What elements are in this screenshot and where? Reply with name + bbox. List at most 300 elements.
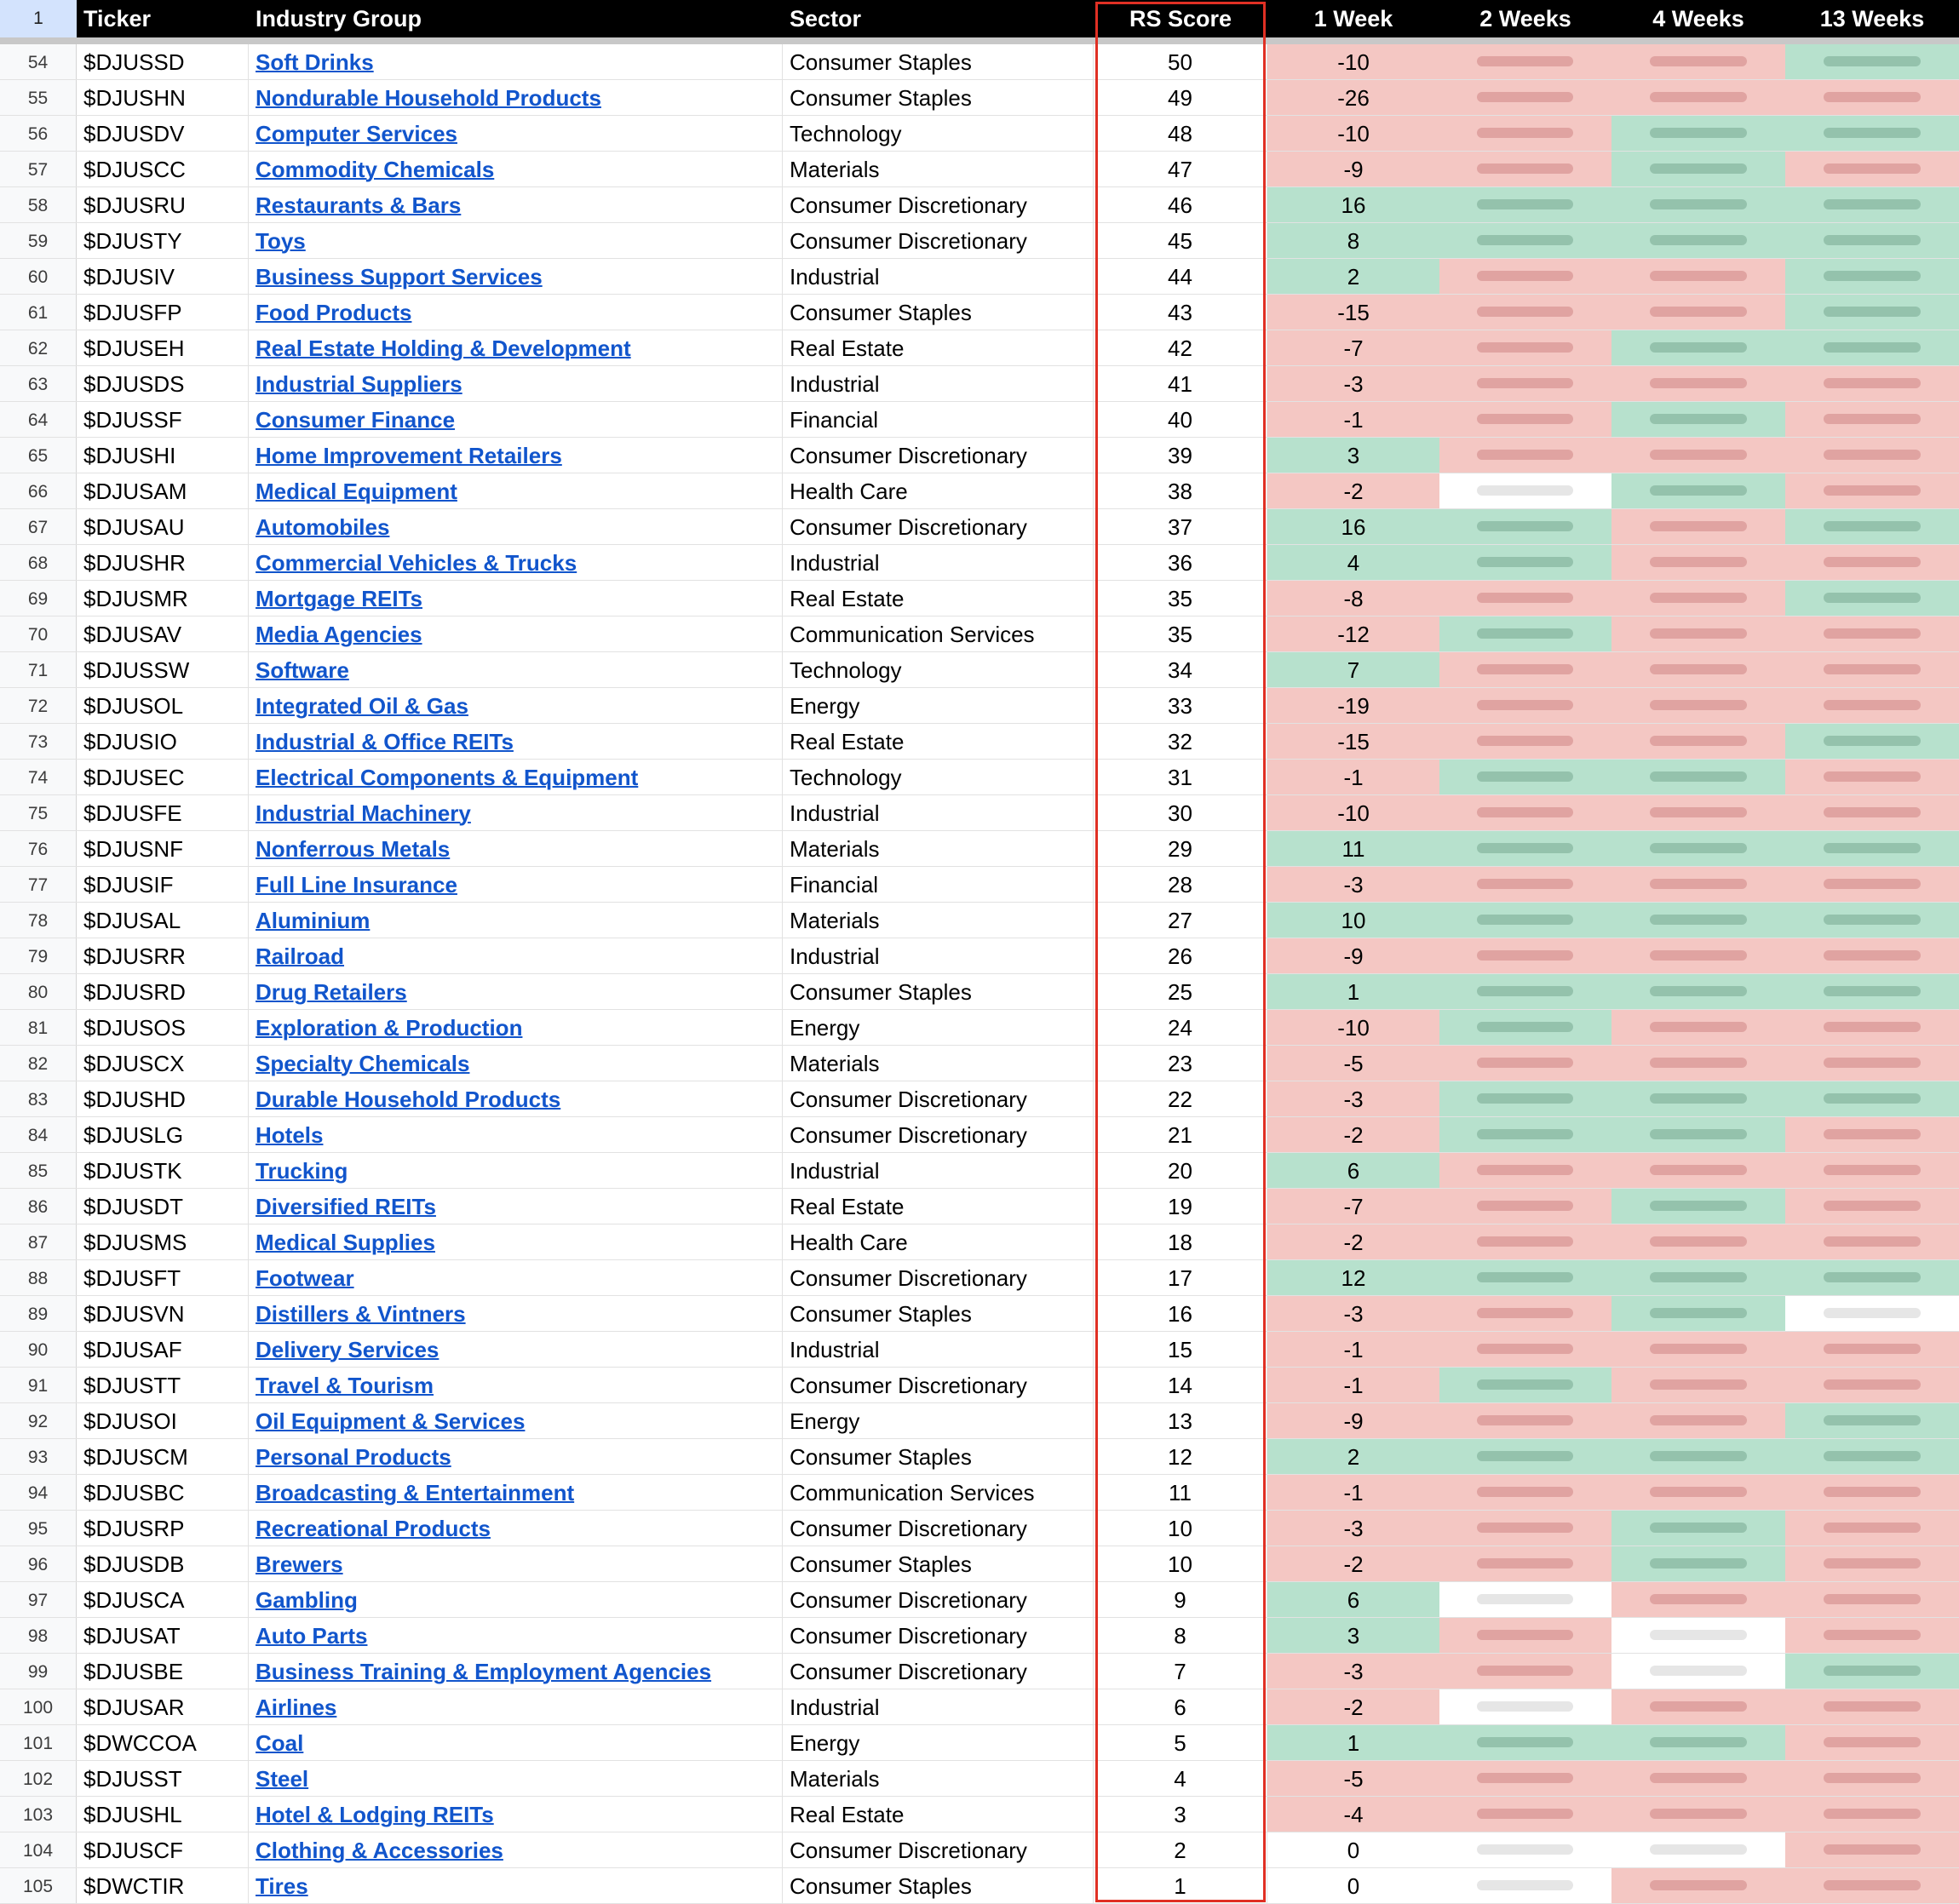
rs-score-cell[interactable]: 43 bbox=[1094, 295, 1267, 330]
rs-score-cell[interactable]: 18 bbox=[1094, 1224, 1267, 1259]
header-ticker[interactable]: Ticker bbox=[83, 6, 152, 32]
week-1-cell[interactable]: -19 bbox=[1267, 688, 1439, 723]
week-4-blurred-cell[interactable] bbox=[1611, 295, 1785, 330]
week-1-cell[interactable]: 6 bbox=[1267, 1153, 1439, 1188]
rs-score-cell[interactable]: 31 bbox=[1094, 760, 1267, 794]
rs-score-cell[interactable]: 40 bbox=[1094, 402, 1267, 437]
week-4-blurred-cell[interactable] bbox=[1611, 545, 1785, 580]
rs-score-cell[interactable]: 14 bbox=[1094, 1368, 1267, 1402]
week-1-cell[interactable]: -5 bbox=[1267, 1046, 1439, 1081]
week-4-blurred-cell[interactable] bbox=[1611, 1260, 1785, 1295]
rs-score-cell[interactable]: 11 bbox=[1094, 1475, 1267, 1510]
sector-cell[interactable]: Industrial bbox=[783, 1153, 1094, 1188]
week-1-cell[interactable]: -2 bbox=[1267, 1117, 1439, 1152]
sector-cell[interactable]: Financial bbox=[783, 867, 1094, 902]
week-4-blurred-cell[interactable] bbox=[1611, 1224, 1785, 1259]
row-number[interactable]: 77 bbox=[0, 867, 77, 902]
week-13-blurred-cell[interactable] bbox=[1785, 1511, 1959, 1546]
week-2-blurred-cell[interactable] bbox=[1439, 366, 1611, 401]
industry-group-link[interactable]: Medical Equipment bbox=[256, 479, 457, 504]
week-1-cell[interactable]: 10 bbox=[1267, 903, 1439, 938]
row-number[interactable]: 66 bbox=[0, 473, 77, 508]
rs-score-cell[interactable]: 23 bbox=[1094, 1046, 1267, 1081]
week-4-blurred-cell[interactable] bbox=[1611, 1332, 1785, 1367]
sector-cell[interactable]: Consumer Discretionary bbox=[783, 1081, 1094, 1116]
industry-group-cell[interactable] bbox=[249, 1189, 783, 1224]
week-13-blurred-cell[interactable] bbox=[1785, 1475, 1959, 1510]
week-2-blurred-cell[interactable] bbox=[1439, 1153, 1611, 1188]
row-number[interactable]: 96 bbox=[0, 1546, 77, 1581]
row-number[interactable]: 99 bbox=[0, 1654, 77, 1689]
week-4-blurred-cell[interactable] bbox=[1611, 831, 1785, 866]
week-4-blurred-cell[interactable] bbox=[1611, 223, 1785, 258]
week-1-cell[interactable]: -7 bbox=[1267, 330, 1439, 365]
week-13-blurred-cell[interactable] bbox=[1785, 760, 1959, 794]
sector-cell[interactable]: Real Estate bbox=[783, 330, 1094, 365]
week-4-blurred-cell[interactable] bbox=[1611, 1725, 1785, 1760]
rs-score-cell[interactable]: 38 bbox=[1094, 473, 1267, 508]
industry-group-cell[interactable] bbox=[249, 1046, 783, 1081]
rs-score-cell[interactable]: 26 bbox=[1094, 938, 1267, 973]
industry-group-cell[interactable] bbox=[249, 295, 783, 330]
rs-score-cell[interactable]: 32 bbox=[1094, 724, 1267, 759]
industry-group-cell[interactable] bbox=[249, 1832, 783, 1867]
industry-group-cell[interactable] bbox=[249, 1439, 783, 1474]
week-4-blurred-cell[interactable] bbox=[1611, 938, 1785, 973]
week-2-blurred-cell[interactable] bbox=[1439, 1189, 1611, 1224]
week-13-blurred-cell[interactable] bbox=[1785, 545, 1959, 580]
week-4-blurred-cell[interactable] bbox=[1611, 473, 1785, 508]
row-number[interactable]: 63 bbox=[0, 366, 77, 401]
week-13-blurred-cell[interactable] bbox=[1785, 366, 1959, 401]
week-1-cell[interactable]: -3 bbox=[1267, 1081, 1439, 1116]
industry-group-link[interactable]: Electrical Components & Equipment bbox=[256, 765, 639, 790]
row-number[interactable]: 97 bbox=[0, 1582, 77, 1617]
row-number[interactable]: 87 bbox=[0, 1224, 77, 1259]
row-number[interactable]: 67 bbox=[0, 509, 77, 544]
rs-score-cell[interactable]: 27 bbox=[1094, 903, 1267, 938]
industry-group-cell[interactable] bbox=[249, 760, 783, 794]
ticker-cell[interactable]: $DJUSAL bbox=[77, 903, 249, 938]
industry-group-cell[interactable] bbox=[249, 795, 783, 830]
ticker-cell[interactable]: $DJUSAR bbox=[77, 1689, 249, 1724]
sector-cell[interactable]: Health Care bbox=[783, 473, 1094, 508]
sector-cell[interactable]: Technology bbox=[783, 652, 1094, 687]
rs-score-cell[interactable]: 5 bbox=[1094, 1725, 1267, 1760]
week-2-blurred-cell[interactable] bbox=[1439, 831, 1611, 866]
industry-group-link[interactable]: Drug Retailers bbox=[256, 979, 407, 1005]
ticker-cell[interactable]: $DJUSOL bbox=[77, 688, 249, 723]
ticker-cell[interactable]: $DJUSHR bbox=[77, 545, 249, 580]
industry-group-link[interactable]: Nondurable Household Products bbox=[256, 85, 601, 111]
week-1-cell[interactable]: 12 bbox=[1267, 1260, 1439, 1295]
industry-group-cell[interactable] bbox=[249, 1511, 783, 1546]
sector-cell[interactable]: Industrial bbox=[783, 366, 1094, 401]
row-number[interactable]: 92 bbox=[0, 1403, 77, 1438]
sector-cell[interactable]: Consumer Staples bbox=[783, 1868, 1094, 1903]
ticker-cell[interactable]: $DJUSSD bbox=[77, 44, 249, 79]
week-2-blurred-cell[interactable] bbox=[1439, 80, 1611, 115]
week-13-blurred-cell[interactable] bbox=[1785, 1797, 1959, 1832]
week-13-blurred-cell[interactable] bbox=[1785, 1689, 1959, 1724]
sector-cell[interactable]: Consumer Discretionary bbox=[783, 1260, 1094, 1295]
sector-cell[interactable]: Technology bbox=[783, 116, 1094, 151]
week-4-blurred-cell[interactable] bbox=[1611, 1117, 1785, 1152]
week-2-blurred-cell[interactable] bbox=[1439, 688, 1611, 723]
industry-group-link[interactable]: Consumer Finance bbox=[256, 407, 456, 433]
week-13-blurred-cell[interactable] bbox=[1785, 80, 1959, 115]
week-2-blurred-cell[interactable] bbox=[1439, 152, 1611, 186]
header-13-weeks[interactable]: 13 Weeks bbox=[1819, 6, 1925, 32]
week-13-blurred-cell[interactable] bbox=[1785, 1761, 1959, 1796]
row-number[interactable]: 91 bbox=[0, 1368, 77, 1402]
week-1-cell[interactable]: 16 bbox=[1267, 509, 1439, 544]
week-2-blurred-cell[interactable] bbox=[1439, 295, 1611, 330]
industry-group-cell[interactable] bbox=[249, 1725, 783, 1760]
rs-score-cell[interactable]: 37 bbox=[1094, 509, 1267, 544]
sector-cell[interactable]: Communication Services bbox=[783, 1475, 1094, 1510]
rs-score-cell[interactable]: 46 bbox=[1094, 187, 1267, 222]
week-13-blurred-cell[interactable] bbox=[1785, 1582, 1959, 1617]
week-13-blurred-cell[interactable] bbox=[1785, 1439, 1959, 1474]
ticker-cell[interactable]: $DJUSDV bbox=[77, 116, 249, 151]
week-4-blurred-cell[interactable] bbox=[1611, 187, 1785, 222]
rs-score-cell[interactable]: 13 bbox=[1094, 1403, 1267, 1438]
ticker-cell[interactable]: $DJUSLG bbox=[77, 1117, 249, 1152]
sector-cell[interactable]: Industrial bbox=[783, 1332, 1094, 1367]
sector-cell[interactable]: Energy bbox=[783, 1010, 1094, 1045]
industry-group-cell[interactable] bbox=[249, 1654, 783, 1689]
ticker-cell[interactable]: $DJUSEH bbox=[77, 330, 249, 365]
industry-group-link[interactable]: Trucking bbox=[256, 1158, 348, 1184]
rs-score-cell[interactable]: 29 bbox=[1094, 831, 1267, 866]
industry-group-link[interactable]: Business Training & Employment Agencies bbox=[256, 1659, 712, 1684]
week-1-cell[interactable]: 16 bbox=[1267, 187, 1439, 222]
week-4-blurred-cell[interactable] bbox=[1611, 1475, 1785, 1510]
row-number[interactable]: 80 bbox=[0, 974, 77, 1009]
row-number[interactable]: 70 bbox=[0, 617, 77, 651]
week-13-blurred-cell[interactable] bbox=[1785, 187, 1959, 222]
industry-group-link[interactable]: Restaurants & Bars bbox=[256, 192, 462, 218]
week-2-blurred-cell[interactable] bbox=[1439, 581, 1611, 616]
ticker-cell[interactable]: $DJUSDS bbox=[77, 366, 249, 401]
week-13-blurred-cell[interactable] bbox=[1785, 438, 1959, 473]
sector-cell[interactable]: Consumer Discretionary bbox=[783, 187, 1094, 222]
week-4-blurred-cell[interactable] bbox=[1611, 1832, 1785, 1867]
week-1-cell[interactable]: 4 bbox=[1267, 545, 1439, 580]
rs-score-cell[interactable]: 35 bbox=[1094, 581, 1267, 616]
rs-score-cell[interactable]: 8 bbox=[1094, 1618, 1267, 1653]
week-1-cell[interactable]: -10 bbox=[1267, 795, 1439, 830]
week-2-blurred-cell[interactable] bbox=[1439, 1475, 1611, 1510]
industry-group-link[interactable]: Integrated Oil & Gas bbox=[256, 693, 468, 719]
week-2-blurred-cell[interactable] bbox=[1439, 1546, 1611, 1581]
ticker-cell[interactable]: $DJUSAT bbox=[77, 1618, 249, 1653]
week-13-blurred-cell[interactable] bbox=[1785, 688, 1959, 723]
industry-group-link[interactable]: Clothing & Accessories bbox=[256, 1838, 503, 1863]
week-1-cell[interactable]: -9 bbox=[1267, 1403, 1439, 1438]
week-4-blurred-cell[interactable] bbox=[1611, 1439, 1785, 1474]
row-number[interactable]: 76 bbox=[0, 831, 77, 866]
week-13-blurred-cell[interactable] bbox=[1785, 1296, 1959, 1331]
row-number[interactable]: 65 bbox=[0, 438, 77, 473]
week-4-blurred-cell[interactable] bbox=[1611, 1189, 1785, 1224]
week-2-blurred-cell[interactable] bbox=[1439, 724, 1611, 759]
week-1-cell[interactable]: -9 bbox=[1267, 938, 1439, 973]
week-1-cell[interactable]: 3 bbox=[1267, 438, 1439, 473]
industry-group-link[interactable]: Computer Services bbox=[256, 121, 457, 146]
row-number[interactable]: 57 bbox=[0, 152, 77, 186]
rs-score-cell[interactable]: 45 bbox=[1094, 223, 1267, 258]
ticker-cell[interactable]: $DJUSHL bbox=[77, 1797, 249, 1832]
week-4-blurred-cell[interactable] bbox=[1611, 1761, 1785, 1796]
week-2-blurred-cell[interactable] bbox=[1439, 1081, 1611, 1116]
week-2-blurred-cell[interactable] bbox=[1439, 473, 1611, 508]
week-4-blurred-cell[interactable] bbox=[1611, 402, 1785, 437]
week-4-blurred-cell[interactable] bbox=[1611, 903, 1785, 938]
week-1-cell[interactable]: 6 bbox=[1267, 1582, 1439, 1617]
industry-group-cell[interactable] bbox=[249, 1475, 783, 1510]
industry-group-cell[interactable] bbox=[249, 974, 783, 1009]
rs-score-cell[interactable]: 41 bbox=[1094, 366, 1267, 401]
row-number[interactable]: 102 bbox=[0, 1761, 77, 1796]
industry-group-cell[interactable] bbox=[249, 330, 783, 365]
week-4-blurred-cell[interactable] bbox=[1611, 724, 1785, 759]
industry-group-cell[interactable] bbox=[249, 187, 783, 222]
sector-cell[interactable]: Consumer Discretionary bbox=[783, 1511, 1094, 1546]
sector-cell[interactable]: Consumer Discretionary bbox=[783, 223, 1094, 258]
rs-score-cell[interactable]: 12 bbox=[1094, 1439, 1267, 1474]
week-13-blurred-cell[interactable] bbox=[1785, 1654, 1959, 1689]
row-number[interactable]: 88 bbox=[0, 1260, 77, 1295]
sector-cell[interactable]: Consumer Staples bbox=[783, 44, 1094, 79]
week-1-cell[interactable]: -8 bbox=[1267, 581, 1439, 616]
row-number[interactable]: 72 bbox=[0, 688, 77, 723]
week-4-blurred-cell[interactable] bbox=[1611, 688, 1785, 723]
row-number[interactable]: 54 bbox=[0, 44, 77, 79]
industry-group-cell[interactable] bbox=[249, 438, 783, 473]
week-1-cell[interactable]: -9 bbox=[1267, 152, 1439, 186]
industry-group-link[interactable]: Coal bbox=[256, 1730, 304, 1756]
sector-cell[interactable]: Industrial bbox=[783, 1689, 1094, 1724]
week-1-cell[interactable]: -10 bbox=[1267, 116, 1439, 151]
header-2-weeks[interactable]: 2 Weeks bbox=[1479, 6, 1571, 32]
industry-group-link[interactable]: Industrial & Office REITs bbox=[256, 729, 514, 754]
week-2-blurred-cell[interactable] bbox=[1439, 1010, 1611, 1045]
week-2-blurred-cell[interactable] bbox=[1439, 1368, 1611, 1402]
week-1-cell[interactable]: -3 bbox=[1267, 366, 1439, 401]
industry-group-cell[interactable] bbox=[249, 1797, 783, 1832]
industry-group-cell[interactable] bbox=[249, 1761, 783, 1796]
week-2-blurred-cell[interactable] bbox=[1439, 1511, 1611, 1546]
rs-score-cell[interactable]: 30 bbox=[1094, 795, 1267, 830]
industry-group-link[interactable]: Nonferrous Metals bbox=[256, 836, 451, 862]
header-row-number[interactable]: 1 bbox=[0, 0, 77, 37]
industry-group-cell[interactable] bbox=[249, 1010, 783, 1045]
week-2-blurred-cell[interactable] bbox=[1439, 867, 1611, 902]
industry-group-link[interactable]: Brewers bbox=[256, 1551, 343, 1577]
rs-score-cell[interactable]: 47 bbox=[1094, 152, 1267, 186]
week-2-blurred-cell[interactable] bbox=[1439, 44, 1611, 79]
week-1-cell[interactable]: -10 bbox=[1267, 44, 1439, 79]
week-4-blurred-cell[interactable] bbox=[1611, 1797, 1785, 1832]
week-2-blurred-cell[interactable] bbox=[1439, 1260, 1611, 1295]
row-number[interactable]: 89 bbox=[0, 1296, 77, 1331]
week-4-blurred-cell[interactable] bbox=[1611, 1081, 1785, 1116]
industry-group-cell[interactable] bbox=[249, 402, 783, 437]
row-number[interactable]: 83 bbox=[0, 1081, 77, 1116]
industry-group-cell[interactable] bbox=[249, 223, 783, 258]
industry-group-cell[interactable] bbox=[249, 1368, 783, 1402]
week-4-blurred-cell[interactable] bbox=[1611, 974, 1785, 1009]
week-1-cell[interactable]: -3 bbox=[1267, 1511, 1439, 1546]
week-1-cell[interactable]: 7 bbox=[1267, 652, 1439, 687]
week-13-blurred-cell[interactable] bbox=[1785, 259, 1959, 294]
sector-cell[interactable]: Consumer Discretionary bbox=[783, 1654, 1094, 1689]
sector-cell[interactable]: Materials bbox=[783, 1046, 1094, 1081]
industry-group-link[interactable]: Tires bbox=[256, 1873, 308, 1899]
rs-score-cell[interactable]: 7 bbox=[1094, 1654, 1267, 1689]
week-2-blurred-cell[interactable] bbox=[1439, 1761, 1611, 1796]
row-number[interactable]: 101 bbox=[0, 1725, 77, 1760]
week-4-blurred-cell[interactable] bbox=[1611, 330, 1785, 365]
week-1-cell[interactable]: 8 bbox=[1267, 223, 1439, 258]
week-2-blurred-cell[interactable] bbox=[1439, 1439, 1611, 1474]
ticker-cell[interactable]: $DJUSMS bbox=[77, 1224, 249, 1259]
industry-group-cell[interactable] bbox=[249, 366, 783, 401]
week-13-blurred-cell[interactable] bbox=[1785, 867, 1959, 902]
row-number[interactable]: 62 bbox=[0, 330, 77, 365]
ticker-cell[interactable]: $DJUSVN bbox=[77, 1296, 249, 1331]
rs-score-cell[interactable]: 20 bbox=[1094, 1153, 1267, 1188]
industry-group-link[interactable]: Toys bbox=[256, 228, 306, 254]
rs-score-cell[interactable]: 49 bbox=[1094, 80, 1267, 115]
rs-score-cell[interactable]: 9 bbox=[1094, 1582, 1267, 1617]
industry-group-cell[interactable] bbox=[249, 116, 783, 151]
rs-score-cell[interactable]: 21 bbox=[1094, 1117, 1267, 1152]
week-1-cell[interactable]: -26 bbox=[1267, 80, 1439, 115]
week-4-blurred-cell[interactable] bbox=[1611, 1618, 1785, 1653]
week-2-blurred-cell[interactable] bbox=[1439, 509, 1611, 544]
week-4-blurred-cell[interactable] bbox=[1611, 509, 1785, 544]
row-number[interactable]: 84 bbox=[0, 1117, 77, 1152]
week-13-blurred-cell[interactable] bbox=[1785, 724, 1959, 759]
week-13-blurred-cell[interactable] bbox=[1785, 617, 1959, 651]
week-13-blurred-cell[interactable] bbox=[1785, 1332, 1959, 1367]
week-2-blurred-cell[interactable] bbox=[1439, 187, 1611, 222]
week-13-blurred-cell[interactable] bbox=[1785, 509, 1959, 544]
row-number[interactable]: 79 bbox=[0, 938, 77, 973]
sector-cell[interactable]: Consumer Staples bbox=[783, 295, 1094, 330]
industry-group-cell[interactable] bbox=[249, 1081, 783, 1116]
ticker-cell[interactable]: $DJUSST bbox=[77, 1761, 249, 1796]
week-1-cell[interactable]: -15 bbox=[1267, 724, 1439, 759]
sector-cell[interactable]: Technology bbox=[783, 760, 1094, 794]
row-number[interactable]: 82 bbox=[0, 1046, 77, 1081]
week-13-blurred-cell[interactable] bbox=[1785, 330, 1959, 365]
sector-cell[interactable]: Consumer Discretionary bbox=[783, 1618, 1094, 1653]
week-13-blurred-cell[interactable] bbox=[1785, 652, 1959, 687]
industry-group-cell[interactable] bbox=[249, 1260, 783, 1295]
ticker-cell[interactable]: $DJUSRD bbox=[77, 974, 249, 1009]
sector-cell[interactable]: Consumer Staples bbox=[783, 1439, 1094, 1474]
ticker-cell[interactable]: $DJUSOI bbox=[77, 1403, 249, 1438]
sector-cell[interactable]: Consumer Staples bbox=[783, 1296, 1094, 1331]
row-number[interactable]: 61 bbox=[0, 295, 77, 330]
industry-group-cell[interactable] bbox=[249, 1332, 783, 1367]
week-13-blurred-cell[interactable] bbox=[1785, 938, 1959, 973]
industry-group-link[interactable]: Distillers & Vintners bbox=[256, 1301, 466, 1327]
ticker-cell[interactable]: $DWCTIR bbox=[77, 1868, 249, 1903]
header-rs-score[interactable]: RS Score bbox=[1129, 6, 1232, 32]
week-13-blurred-cell[interactable] bbox=[1785, 581, 1959, 616]
week-2-blurred-cell[interactable] bbox=[1439, 1689, 1611, 1724]
industry-group-cell[interactable] bbox=[249, 473, 783, 508]
industry-group-link[interactable]: Diversified REITs bbox=[256, 1194, 436, 1219]
industry-group-link[interactable]: Automobiles bbox=[256, 514, 390, 540]
week-13-blurred-cell[interactable] bbox=[1785, 831, 1959, 866]
sector-cell[interactable]: Materials bbox=[783, 1761, 1094, 1796]
week-1-cell[interactable]: 2 bbox=[1267, 259, 1439, 294]
rs-score-cell[interactable]: 34 bbox=[1094, 652, 1267, 687]
week-13-blurred-cell[interactable] bbox=[1785, 795, 1959, 830]
week-2-blurred-cell[interactable] bbox=[1439, 1046, 1611, 1081]
week-2-blurred-cell[interactable] bbox=[1439, 1618, 1611, 1653]
week-4-blurred-cell[interactable] bbox=[1611, 1046, 1785, 1081]
week-1-cell[interactable]: 0 bbox=[1267, 1832, 1439, 1867]
ticker-cell[interactable]: $DJUSOS bbox=[77, 1010, 249, 1045]
rs-score-cell[interactable]: 10 bbox=[1094, 1546, 1267, 1581]
industry-group-link[interactable]: Delivery Services bbox=[256, 1337, 439, 1362]
industry-group-cell[interactable] bbox=[249, 617, 783, 651]
industry-group-link[interactable]: Industrial Suppliers bbox=[256, 371, 462, 397]
row-number[interactable]: 59 bbox=[0, 223, 77, 258]
week-13-blurred-cell[interactable] bbox=[1785, 1832, 1959, 1867]
rs-score-cell[interactable]: 17 bbox=[1094, 1260, 1267, 1295]
week-1-cell[interactable]: -12 bbox=[1267, 617, 1439, 651]
sector-cell[interactable]: Communication Services bbox=[783, 617, 1094, 651]
week-4-blurred-cell[interactable] bbox=[1611, 152, 1785, 186]
ticker-cell[interactable]: $DJUSNF bbox=[77, 831, 249, 866]
row-number[interactable]: 55 bbox=[0, 80, 77, 115]
sector-cell[interactable]: Consumer Discretionary bbox=[783, 1582, 1094, 1617]
week-1-cell[interactable]: -2 bbox=[1267, 473, 1439, 508]
industry-group-cell[interactable] bbox=[249, 1403, 783, 1438]
row-number[interactable]: 58 bbox=[0, 187, 77, 222]
ticker-cell[interactable]: $DJUSAM bbox=[77, 473, 249, 508]
rs-score-cell[interactable]: 15 bbox=[1094, 1332, 1267, 1367]
week-1-cell[interactable]: 3 bbox=[1267, 1618, 1439, 1653]
ticker-cell[interactable]: $DJUSRP bbox=[77, 1511, 249, 1546]
industry-group-link[interactable]: Full Line Insurance bbox=[256, 872, 457, 898]
row-number[interactable]: 85 bbox=[0, 1153, 77, 1188]
header-sector[interactable]: Sector bbox=[790, 6, 862, 32]
sector-cell[interactable]: Energy bbox=[783, 1725, 1094, 1760]
sector-cell[interactable]: Materials bbox=[783, 903, 1094, 938]
week-4-blurred-cell[interactable] bbox=[1611, 1368, 1785, 1402]
ticker-cell[interactable]: $DJUSHI bbox=[77, 438, 249, 473]
week-4-blurred-cell[interactable] bbox=[1611, 366, 1785, 401]
week-2-blurred-cell[interactable] bbox=[1439, 795, 1611, 830]
industry-group-cell[interactable] bbox=[249, 259, 783, 294]
ticker-cell[interactable]: $DJUSHN bbox=[77, 80, 249, 115]
week-1-cell[interactable]: 1 bbox=[1267, 1725, 1439, 1760]
rs-score-cell[interactable]: 48 bbox=[1094, 116, 1267, 151]
week-2-blurred-cell[interactable] bbox=[1439, 1868, 1611, 1903]
rs-score-cell[interactable]: 39 bbox=[1094, 438, 1267, 473]
week-4-blurred-cell[interactable] bbox=[1611, 80, 1785, 115]
row-number[interactable]: 104 bbox=[0, 1832, 77, 1867]
